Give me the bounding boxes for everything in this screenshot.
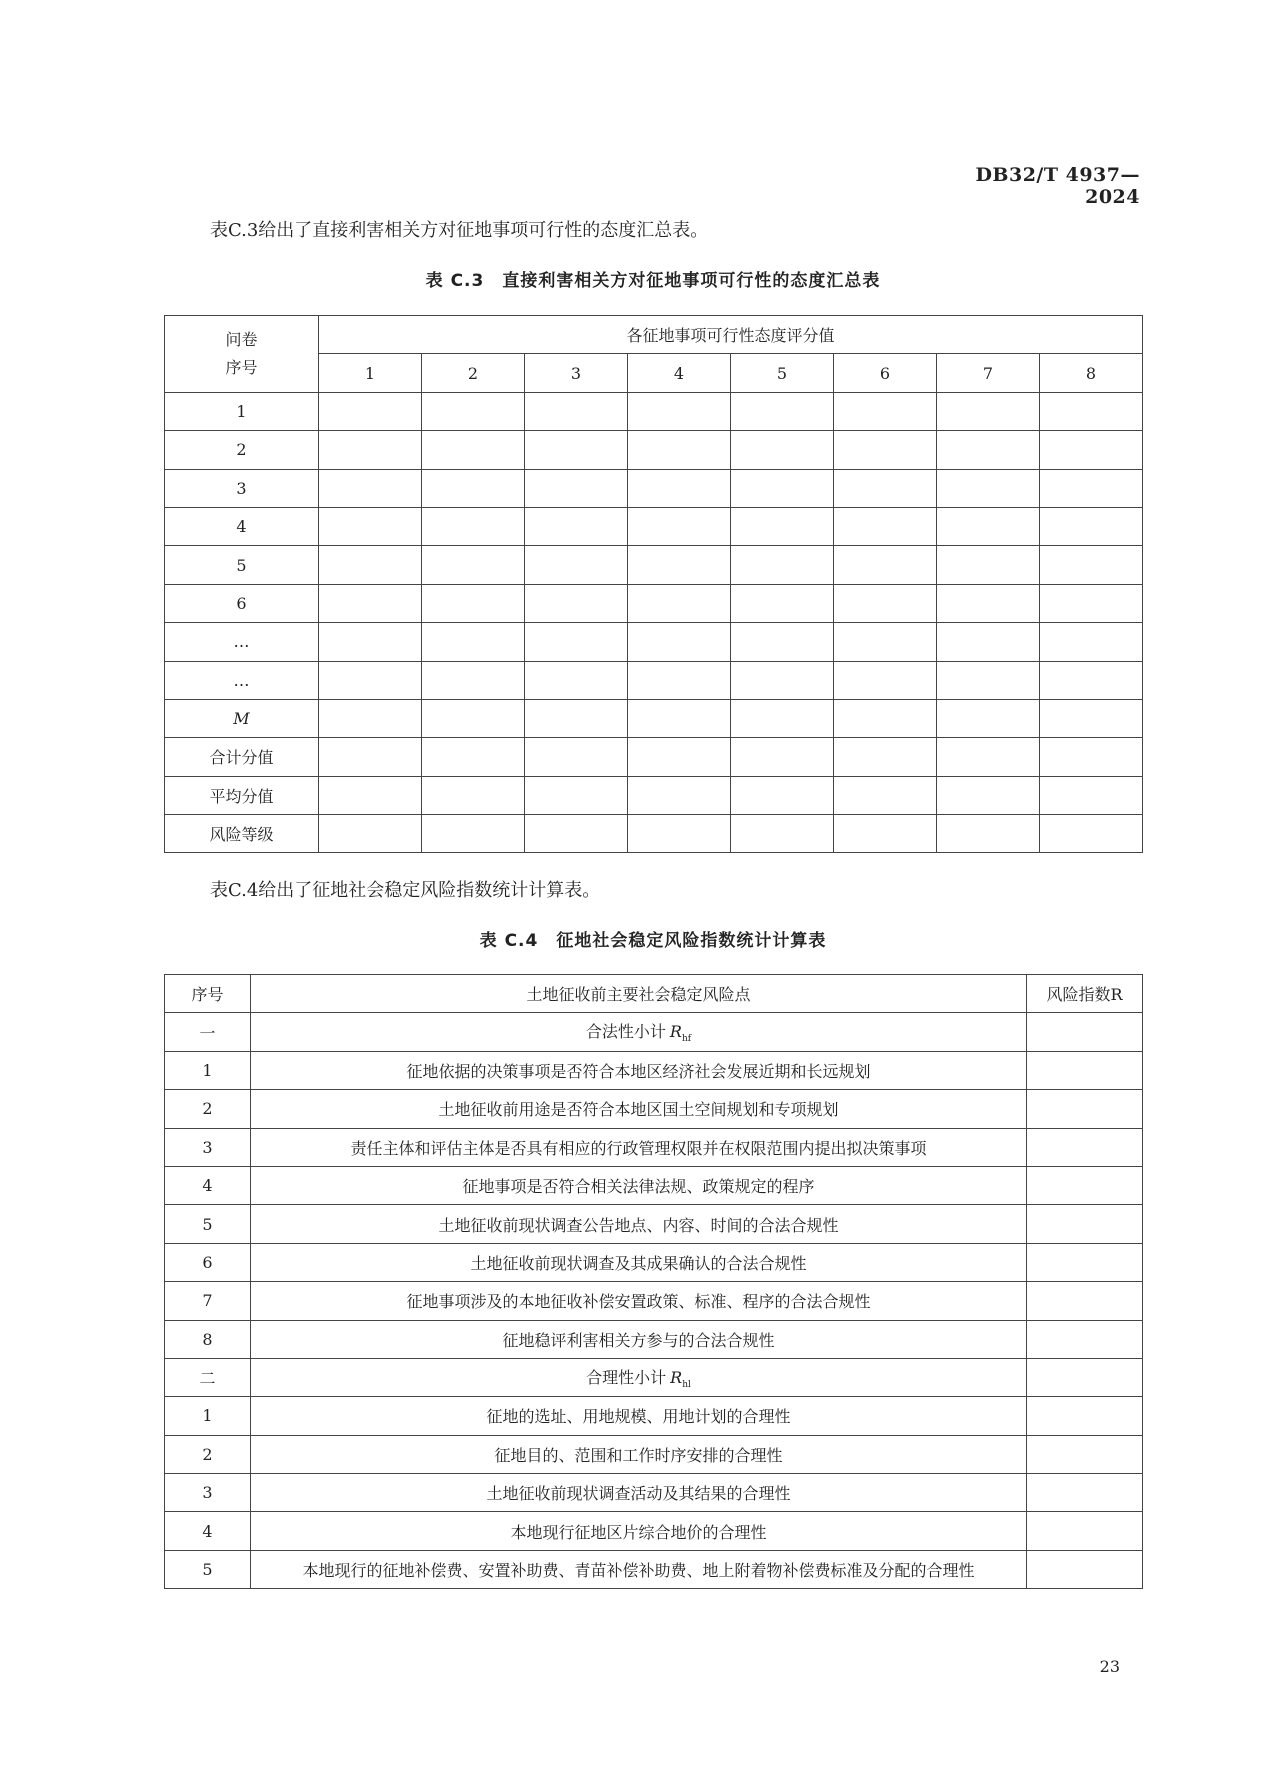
table-row: [165, 623, 1143, 661]
table-c3-caption: 表 C.3 直接利害相关方对征地事项可行性的态度汇总表: [425, 271, 881, 291]
score-cell: [834, 431, 937, 469]
table-row: [165, 1435, 1143, 1473]
score-cell: [834, 815, 937, 853]
score-cell: [319, 738, 422, 776]
table-row: [165, 1282, 1143, 1320]
score-cell: [937, 623, 1040, 661]
risk-index-cell: [1027, 1090, 1143, 1128]
score-cell: [422, 738, 525, 776]
score-cell: [525, 469, 628, 507]
row-number: 4: [165, 1512, 251, 1550]
risk-point-text: 征地目的、范围和工作时序安排的合理性: [494, 1445, 783, 1465]
score-cell: [525, 815, 628, 853]
risk-index-cell: [1027, 1550, 1143, 1588]
table-c3-column-header: 6: [834, 354, 937, 392]
score-cell: [319, 469, 422, 507]
score-cell: [628, 546, 731, 584]
score-cell: [525, 507, 628, 545]
score-cell: [1040, 661, 1143, 699]
score-cell: [628, 623, 731, 661]
risk-point-text: 土地征收前现状调查及其成果确认的合法合规性: [470, 1253, 807, 1273]
subtotal-variable-subscript: hf: [681, 1034, 692, 1045]
table-c3-group-header: 各征地事项可行性态度评分值: [319, 316, 1143, 354]
score-cell: [731, 507, 834, 545]
score-cell: [319, 392, 422, 430]
score-cell: [937, 431, 1040, 469]
risk-point: [251, 1474, 1027, 1512]
score-cell: [834, 738, 937, 776]
row-number: 二: [165, 1358, 251, 1396]
score-cell: [628, 699, 731, 737]
score-cell: [731, 392, 834, 430]
page-number: 23: [1099, 1657, 1120, 1676]
risk-point: [251, 1550, 1027, 1588]
score-cell: [628, 431, 731, 469]
score-cell: [422, 776, 525, 814]
table-c4-header-no: 序号: [165, 975, 251, 1013]
table-row: [165, 699, 1143, 737]
score-cell: [1040, 469, 1143, 507]
score-cell: [731, 776, 834, 814]
table-row: [165, 584, 1143, 622]
score-cell: [525, 776, 628, 814]
score-cell: [525, 661, 628, 699]
score-cell: [319, 815, 422, 853]
risk-index-cell: [1027, 1166, 1143, 1204]
score-cell: [422, 661, 525, 699]
score-cell: [628, 469, 731, 507]
score-cell: [628, 776, 731, 814]
table-c4-header-item: 土地征收前主要社会稳定风险点: [251, 975, 1027, 1013]
risk-point: [251, 1013, 1027, 1051]
subtotal-variable: [670, 1368, 691, 1391]
score-cell: [937, 661, 1040, 699]
risk-point: [251, 1166, 1027, 1204]
score-cell: [628, 507, 731, 545]
score-cell: [628, 584, 731, 622]
score-cell: [1040, 623, 1143, 661]
row-number: 8: [165, 1320, 251, 1358]
score-cell: [1040, 431, 1143, 469]
row-label: 风险等级: [165, 815, 319, 853]
score-cell: [525, 392, 628, 430]
score-cell: [319, 661, 422, 699]
row-header-line1: 问卷: [225, 329, 258, 349]
row-label: 4: [165, 507, 319, 545]
score-cell: [628, 815, 731, 853]
table-row: [165, 507, 1143, 545]
row-label: 5: [165, 546, 319, 584]
score-cell: [937, 507, 1040, 545]
score-cell: [731, 623, 834, 661]
risk-point: [251, 1243, 1027, 1281]
score-cell: [628, 661, 731, 699]
row-number: 1: [165, 1397, 251, 1435]
risk-index-cell: [1027, 1128, 1143, 1166]
score-cell: [1040, 584, 1143, 622]
risk-point: [251, 1320, 1027, 1358]
score-cell: [834, 546, 937, 584]
table-c3-column-header: 2: [422, 354, 525, 392]
score-cell: [319, 623, 422, 661]
score-cell: [937, 738, 1040, 776]
table-c3: [164, 315, 1143, 853]
table-row: [165, 1550, 1143, 1588]
score-cell: [731, 584, 834, 622]
row-number: 6: [165, 1243, 251, 1281]
table-c3-column-header: 4: [628, 354, 731, 392]
score-cell: [731, 431, 834, 469]
subtotal-variable: [669, 1022, 692, 1045]
subtotal-variable-subscript: hl: [682, 1380, 691, 1391]
risk-point-text: 征地依据的决策事项是否符合本地区经济社会发展近期和长远规划: [406, 1061, 871, 1081]
table-c3-column-header: 5: [731, 354, 834, 392]
score-cell: [937, 815, 1040, 853]
score-cell: [422, 546, 525, 584]
score-cell: [731, 699, 834, 737]
table-row: [165, 1358, 1143, 1396]
score-cell: [422, 392, 525, 430]
score-cell: [834, 507, 937, 545]
table-c4-header-index: 风险指数R: [1027, 975, 1143, 1013]
table-c3-column-header: 1: [319, 354, 422, 392]
score-cell: [937, 699, 1040, 737]
risk-index-cell: [1027, 1205, 1143, 1243]
table-row: [165, 546, 1143, 584]
risk-point-text: 合法性小计: [585, 1022, 666, 1042]
score-cell: [731, 738, 834, 776]
score-cell: [731, 815, 834, 853]
table-row: [165, 1090, 1143, 1128]
risk-point: [251, 1282, 1027, 1320]
row-header-line2: 序号: [225, 357, 258, 377]
row-number: 3: [165, 1474, 251, 1512]
risk-point-text: 征地的选址、用地规模、用地计划的合理性: [486, 1407, 791, 1427]
table-c3-column-header: 3: [525, 354, 628, 392]
risk-point: [251, 1128, 1027, 1166]
table-row: [165, 1128, 1143, 1166]
score-cell: [525, 584, 628, 622]
score-cell: [422, 584, 525, 622]
row-number: 2: [165, 1435, 251, 1473]
table-row: [165, 469, 1143, 507]
score-cell: [319, 546, 422, 584]
risk-point: [251, 1435, 1027, 1473]
row-label: 2: [165, 431, 319, 469]
table-row: [165, 776, 1143, 814]
row-label: 3: [165, 469, 319, 507]
risk-point-text: 本地现行征地区片综合地价的合理性: [510, 1522, 767, 1542]
score-cell: [937, 776, 1040, 814]
table-row: [165, 392, 1143, 430]
table-row: [165, 1051, 1143, 1089]
risk-point-text: 合理性小计: [586, 1368, 667, 1387]
score-cell: [937, 546, 1040, 584]
score-cell: [834, 699, 937, 737]
score-cell: [319, 431, 422, 469]
score-cell: [937, 469, 1040, 507]
table-row: [165, 1205, 1143, 1243]
table-row: [165, 738, 1143, 776]
document-code: DB32/T 4937—2024: [975, 164, 1140, 208]
score-cell: [834, 584, 937, 622]
row-number: 2: [165, 1090, 251, 1128]
risk-index-cell: [1027, 1051, 1143, 1089]
risk-index-cell: [1027, 1013, 1143, 1051]
row-number: 3: [165, 1128, 251, 1166]
table-row: [165, 815, 1143, 853]
risk-index-cell: [1027, 1358, 1143, 1396]
score-cell: [525, 738, 628, 776]
row-label: 平均分值: [165, 776, 319, 814]
row-number: 1: [165, 1051, 251, 1089]
table-row: [165, 1512, 1143, 1550]
table-c4-caption: 表 C.4 征地社会稳定风险指数统计计算表: [479, 931, 827, 951]
score-cell: [1040, 507, 1143, 545]
score-cell: [731, 546, 834, 584]
score-cell: [834, 776, 937, 814]
risk-point: [251, 1358, 1027, 1396]
score-cell: [422, 431, 525, 469]
score-cell: [319, 507, 422, 545]
table-c3-column-header: 7: [937, 354, 1040, 392]
score-cell: [1040, 776, 1143, 814]
row-number: 一: [165, 1013, 251, 1051]
risk-point: [251, 1051, 1027, 1089]
score-cell: [422, 623, 525, 661]
score-cell: [422, 469, 525, 507]
risk-index-cell: [1027, 1474, 1143, 1512]
risk-point-text: 土地征收前现状调查活动及其结果的合理性: [486, 1484, 791, 1504]
score-cell: [525, 431, 628, 469]
row-number: 4: [165, 1166, 251, 1204]
score-cell: [525, 699, 628, 737]
table-row: [165, 1397, 1143, 1435]
row-number: 5: [165, 1550, 251, 1588]
risk-index-cell: [1027, 1512, 1143, 1550]
row-label: 6: [165, 584, 319, 622]
risk-point-text: 征地稳评利害相关方参与的合法合规性: [502, 1330, 775, 1350]
row-label: 合计分值: [165, 738, 319, 776]
risk-point-text: 土地征收前现状调查公告地点、内容、时间的合法合规性: [438, 1215, 839, 1235]
score-cell: [628, 392, 731, 430]
risk-point-text: 征地事项涉及的本地征收补偿安置政策、标准、程序的合法合规性: [406, 1292, 871, 1312]
row-label: …: [165, 661, 319, 699]
table-row: [165, 1474, 1143, 1512]
score-cell: [1040, 815, 1143, 853]
risk-index-cell: [1027, 1282, 1143, 1320]
table-row: [165, 1243, 1143, 1281]
score-cell: [1040, 738, 1143, 776]
risk-point-text: 土地征收前用途是否符合本地区国土空间规划和专项规划: [438, 1100, 839, 1120]
table-row: [165, 431, 1143, 469]
risk-index-cell: [1027, 1435, 1143, 1473]
table-row: [165, 1013, 1143, 1051]
table-row: [165, 1320, 1143, 1358]
score-cell: [319, 776, 422, 814]
table-c3-column-header: 8: [1040, 354, 1143, 392]
table-row: [165, 1166, 1143, 1204]
row-number: 5: [165, 1205, 251, 1243]
risk-point: [251, 1512, 1027, 1550]
score-cell: [1040, 392, 1143, 430]
score-cell: [731, 661, 834, 699]
score-cell: [731, 469, 834, 507]
score-cell: [422, 507, 525, 545]
score-cell: [937, 392, 1040, 430]
row-number: 7: [165, 1282, 251, 1320]
intro-paragraph-c4: 表C.4给出了征地社会稳定风险指数统计计算表。: [210, 880, 601, 901]
score-cell: [422, 815, 525, 853]
risk-point-text: 本地现行的征地补偿费、安置补助费、青苗补偿补助费、地上附着物补偿费标准及分配的合理性: [302, 1561, 975, 1581]
score-cell: [525, 623, 628, 661]
row-label: M: [165, 699, 319, 737]
score-cell: [834, 623, 937, 661]
score-cell: [525, 546, 628, 584]
risk-point-text: 征地事项是否符合相关法律法规、政策规定的程序: [462, 1177, 815, 1197]
score-cell: [937, 584, 1040, 622]
score-cell: [319, 584, 422, 622]
score-cell: [1040, 699, 1143, 737]
subtotal-variable-symbol: R: [670, 1368, 683, 1387]
score-cell: [422, 699, 525, 737]
risk-index-cell: [1027, 1320, 1143, 1358]
table-row: [165, 661, 1143, 699]
intro-paragraph-c3: 表C.3给出了直接利害相关方对征地事项可行性的态度汇总表。: [210, 220, 709, 241]
risk-index-cell: [1027, 1397, 1143, 1435]
subtotal-variable-symbol: R: [669, 1022, 682, 1042]
score-cell: [834, 469, 937, 507]
score-cell: [319, 699, 422, 737]
risk-point: [251, 1090, 1027, 1128]
score-cell: [628, 738, 731, 776]
table-c3-row-header: [165, 316, 319, 393]
score-cell: [834, 661, 937, 699]
risk-point: [251, 1205, 1027, 1243]
row-label: 1: [165, 392, 319, 430]
table-c4: [164, 974, 1143, 1589]
row-label: …: [165, 623, 319, 661]
score-cell: [834, 392, 937, 430]
risk-point: [251, 1397, 1027, 1435]
score-cell: [1040, 546, 1143, 584]
risk-index-cell: [1027, 1243, 1143, 1281]
risk-point-text: 责任主体和评估主体是否具有相应的行政管理权限并在权限范围内提出拟决策事项: [350, 1138, 927, 1158]
